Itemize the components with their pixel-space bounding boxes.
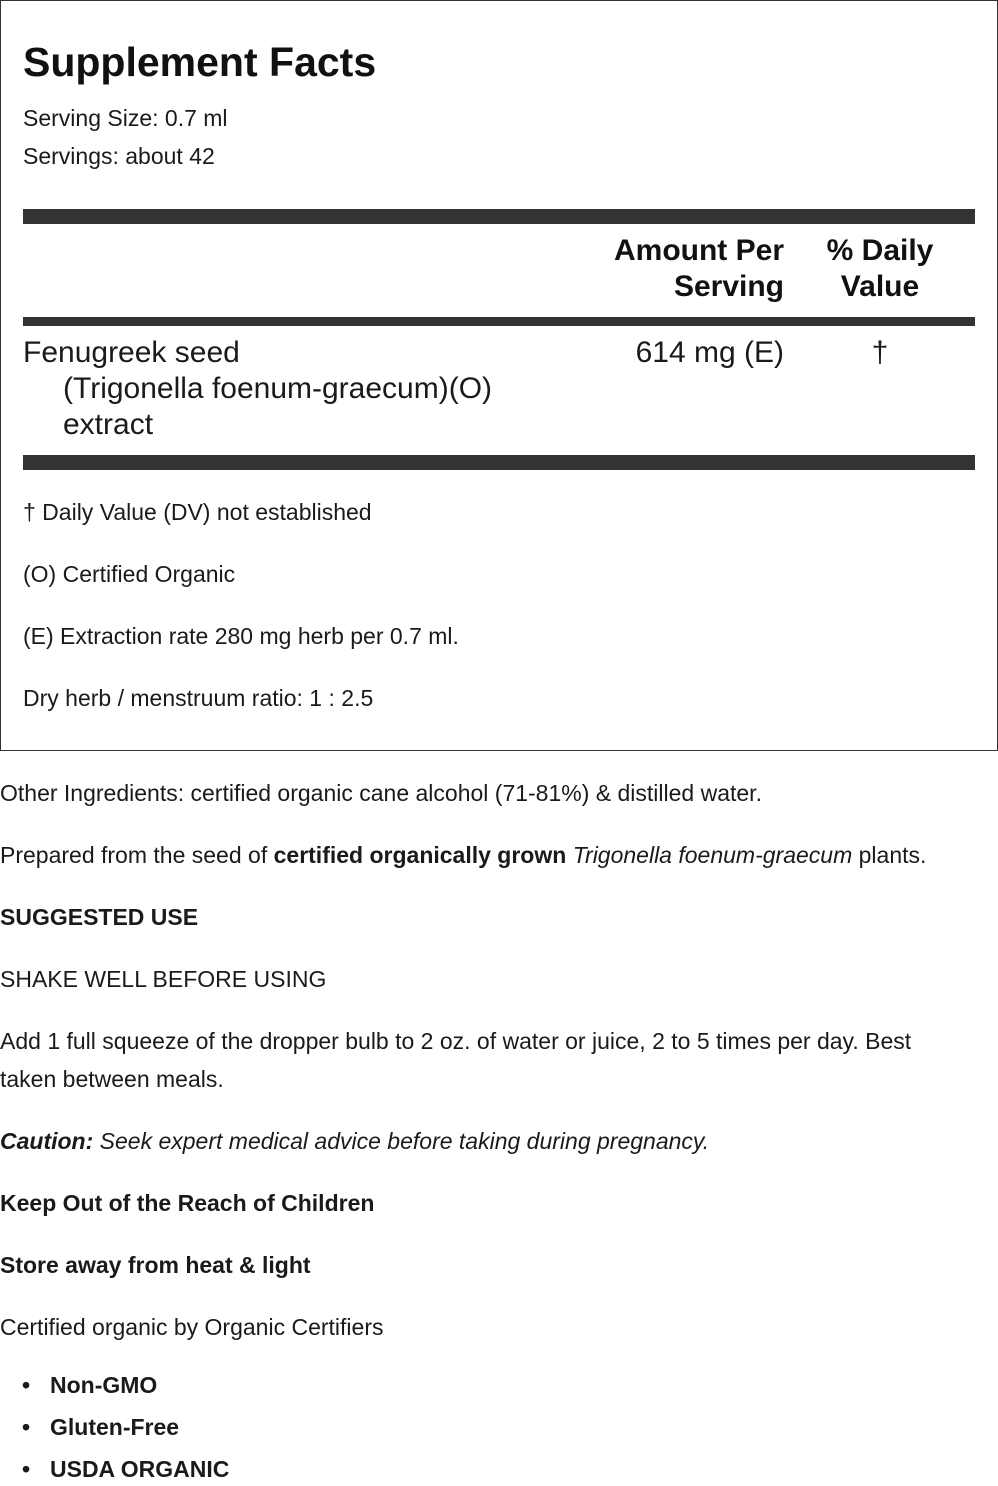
divider-thick <box>23 209 975 224</box>
storage-note: Store away from heat & light <box>0 1252 311 1278</box>
panel-title: Supplement Facts <box>23 39 377 85</box>
prepared-bold: certified organically grown <box>273 842 567 868</box>
header-amount-line1: Amount Per <box>613 234 784 267</box>
ingredient-name: Fenugreek seed <box>23 336 240 369</box>
header-amount-per-serving <box>614 233 784 305</box>
keep-out-warning: Keep Out of the Reach of Children <box>0 1190 375 1216</box>
footnote: (O) Certified Organic <box>23 561 236 587</box>
divider-thick <box>23 455 975 470</box>
list-item <box>22 1456 229 1483</box>
caution-label: Caution: <box>0 1128 94 1154</box>
caution-text: Seek expert medical advice before taking during pregnancy. <box>93 1128 710 1154</box>
directions-line1: Add 1 full squeeze of the dropper bulb to 2 oz. of water or juice, 2 to 5 times per day. Best <box>0 1028 912 1054</box>
footnote: (E) Extraction rate 280 mg herb per 0.7 ml. <box>23 623 459 649</box>
header-amount-line2: Serving <box>673 270 784 303</box>
list-item <box>22 1372 157 1399</box>
serving-size: Serving Size: 0.7 ml <box>23 105 228 131</box>
badge-label: USDA ORGANIC <box>50 1456 230 1482</box>
shake-note: SHAKE WELL BEFORE USING <box>0 966 327 992</box>
other-ingredients: Other Ingredients: certified organic cane alcohol (71-81%) & distilled water. <box>0 780 762 806</box>
ingredient-dv: † <box>871 336 889 369</box>
certified-by: Certified organic by Organic Certifiers <box>0 1314 384 1340</box>
prepared-statement <box>0 842 926 869</box>
prepared-post: plants. <box>852 842 927 868</box>
suggested-use-heading: SUGGESTED USE <box>0 904 199 930</box>
prepared-latin: Trigonella foenum-graecum <box>572 842 853 868</box>
list-item <box>22 1414 179 1441</box>
servings-per-container: Servings: about 42 <box>23 143 215 169</box>
ingredient-amount: 614 mg (E) <box>635 336 784 369</box>
prepared-pre: Prepared from the seed of <box>0 842 274 868</box>
header-daily-value <box>823 233 937 305</box>
ingredient-latin: (Trigonella foenum-graecum)(O) <box>63 372 493 405</box>
header-dv-line1: % Daily <box>826 234 934 267</box>
header-dv-line2: Value <box>840 270 920 303</box>
caution <box>0 1128 709 1155</box>
divider-medium <box>23 317 975 326</box>
directions-line2: taken between meals. <box>0 1066 224 1092</box>
ingredient-form: extract <box>63 408 154 441</box>
badge-label: Non-GMO <box>50 1372 158 1398</box>
badge-label: Gluten-Free <box>50 1414 180 1440</box>
footnote: Dry herb / menstruum ratio: 1 : 2.5 <box>23 685 374 711</box>
footnote: † Daily Value (DV) not established <box>23 499 372 525</box>
